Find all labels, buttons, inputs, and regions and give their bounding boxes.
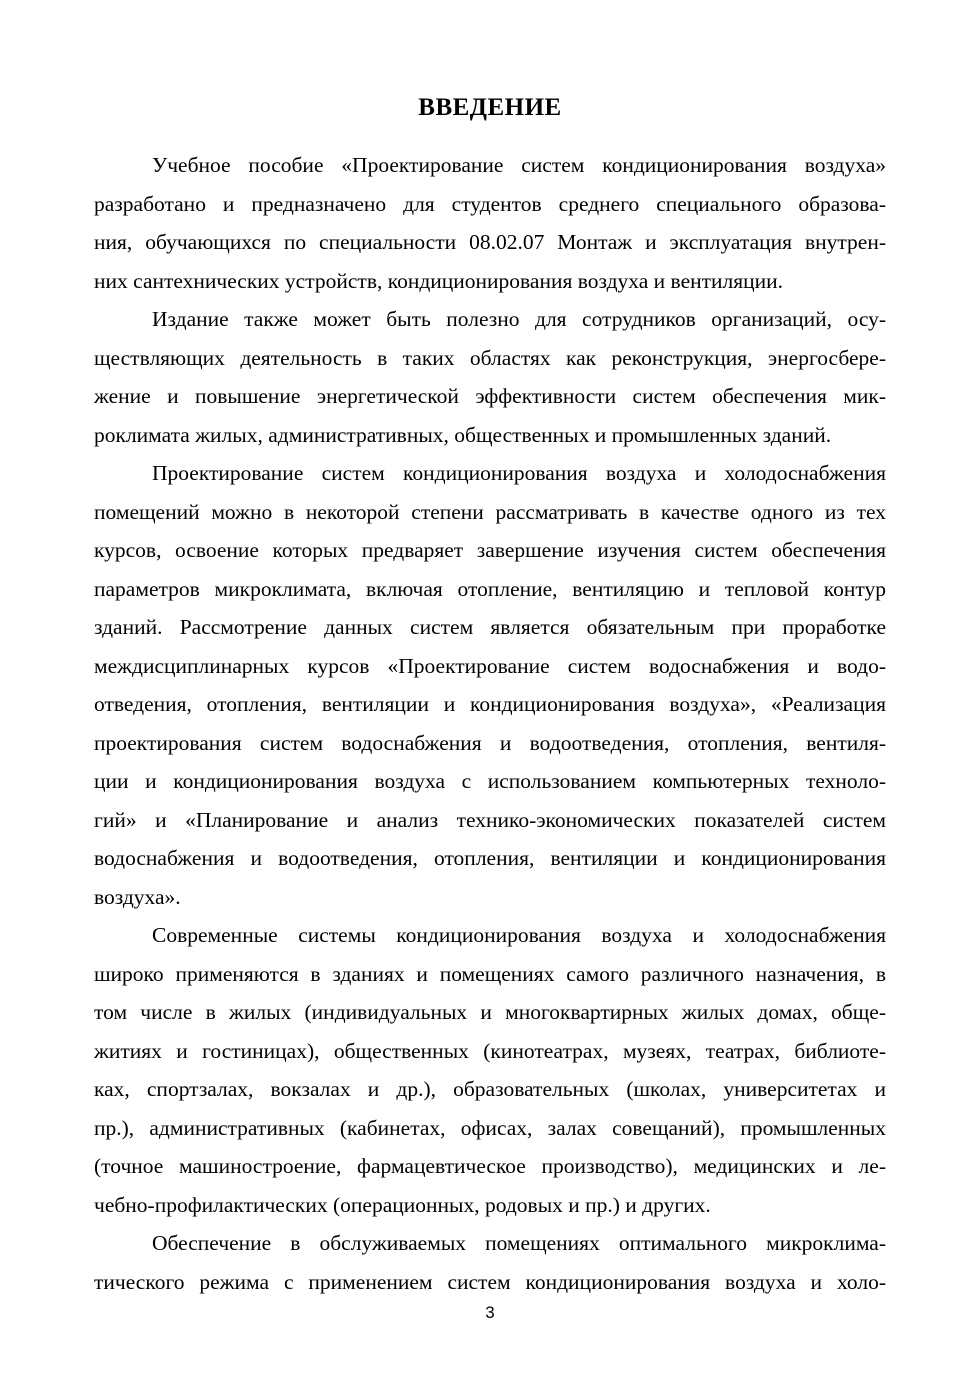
text-line: водоснабжения и водоотведения, отопления, вентиляции и кондиционирования bbox=[94, 846, 886, 870]
text-line: междисциплинарных курсов «Проектирование систем водоснабжения и водо- bbox=[94, 653, 886, 678]
text-line: ках, спортзалах, вокзалах и др.), образовательных (школах, университетах и bbox=[94, 1077, 886, 1101]
text-line: Издание также может быть полезно для сотрудников организаций, осу- bbox=[152, 307, 886, 331]
paragraph-5 bbox=[94, 1224, 886, 1301]
text-line: Учебное пособие «Проектирование систем кондиционирования воздуха» bbox=[152, 153, 886, 177]
text-line: широко применяются в зданиях и помещениях самого различного назначения, в bbox=[94, 961, 886, 986]
text-line: проектирования систем водоснабжения и водоотведения, отопления, вентиля- bbox=[94, 730, 886, 755]
text-line: Современные системы кондиционирования воздуха и холодоснабжения bbox=[152, 923, 886, 947]
text-line: курсов, освоение которых предваряет завершение изучения систем обеспечения bbox=[94, 538, 886, 562]
text-line: роклимата жилых, административных, общественных и промышленных зданий. bbox=[94, 422, 832, 447]
paragraph-2 bbox=[94, 300, 886, 454]
page-number: 3 bbox=[485, 1303, 495, 1322]
text-line: ществляющих деятельность в таких областях как реконструкция, энергосбере- bbox=[94, 345, 886, 370]
text-line: зданий. Рассмотрение данных систем является обязательным при проработке bbox=[94, 615, 886, 639]
text-line: ния, обучающихся по специальности 08.02.07 Монтаж и эксплуатация внутрен- bbox=[94, 230, 886, 254]
text-line: (точное машиностроение, фармацевтическое производство), медицинских и ле- bbox=[94, 1154, 886, 1178]
text-line: житиях и гостиницах), общественных (кинотеатрах, музеях, театрах, библиоте- bbox=[94, 1038, 886, 1063]
paragraph-4 bbox=[94, 916, 886, 1224]
text-line: помещений можно в некоторой степени рассматривать в качестве одного из тех bbox=[94, 499, 886, 524]
text-line: Проектирование систем кондиционирования воздуха и холодоснабжения bbox=[152, 461, 886, 485]
text-line: том числе в жилых (индивидуальных и многоквартирных жилых домах, обще- bbox=[94, 1000, 886, 1024]
text-line: отведения, отопления, вентиляции и кондиционирования воздуха», «Реализация bbox=[94, 692, 886, 716]
text-line: Обеспечение в обслуживаемых помещениях оптимального микроклима- bbox=[152, 1231, 886, 1255]
text-line: жение и повышение энергетической эффективности систем обеспечения мик- bbox=[94, 384, 886, 408]
paragraph-3 bbox=[94, 454, 886, 916]
text-line: разработано и предназначено для студентов среднего специального образова- bbox=[94, 191, 886, 216]
text-line: гий» и «Планирование и анализ технико-экономических показателей систем bbox=[94, 807, 886, 832]
text-line: пр.), административных (кабинетах, офисах, залах совещаний), промышленных bbox=[94, 1115, 886, 1140]
text-line: параметров микроклимата, включая отопление, вентиляцию и тепловой контур bbox=[94, 576, 886, 601]
text-line: ции и кондиционирования воздуха с использованием компьютерных техноло- bbox=[94, 769, 886, 793]
text-line: тического режима с применением систем кондиционирования воздуха и холо- bbox=[94, 1269, 886, 1294]
text-line: чебно-профилактических (операционных, родовых и пр.) и других. bbox=[94, 1192, 711, 1217]
text-line: них сантехнических устройств, кондиционирования воздуха и вентиляции. bbox=[94, 268, 784, 293]
page-title: ВВЕДЕНИЕ bbox=[418, 94, 562, 121]
paragraph-1 bbox=[94, 146, 886, 300]
body-text bbox=[94, 146, 886, 1301]
text-line: воздуха». bbox=[94, 884, 181, 909]
